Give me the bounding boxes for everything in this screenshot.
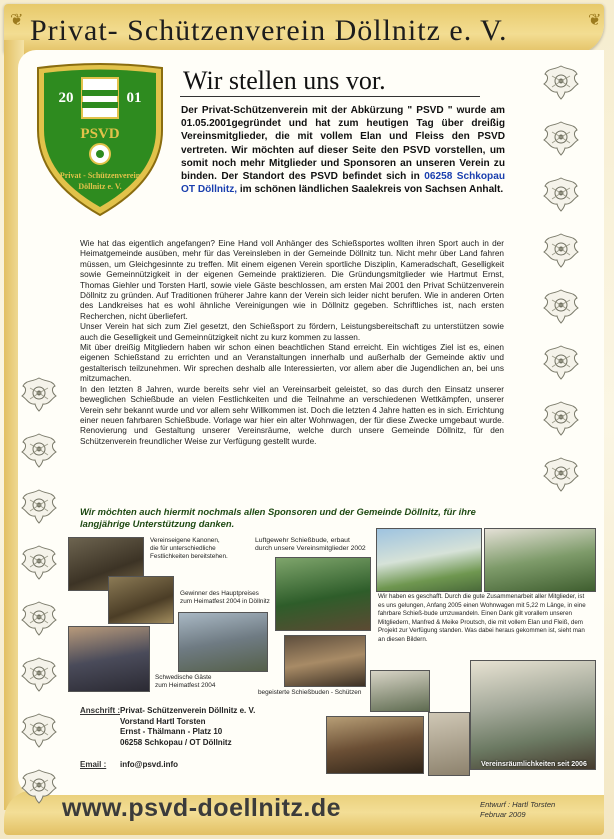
address-label: Anschrift : xyxy=(80,706,120,715)
intro-text-1: Der Privat-Schützenverein mit der Abkürzung " PSVD " wurde am 01.05.2001gegründet und hat zum heutigen Tag über dreißig Vereinsmitglieder, die mit vollem Elan und Fleiss den PSVD vertreten. Wir möchten auf dieser Seite den PSVD vorstellen, um somit noch mehr Mitglieder und Sponsoren an unseren Verein zu binden. Der Standort des PSVD befindet sich in xyxy=(181,105,505,183)
page-title: Privat- Schützenverein Döllnitz e. V. xyxy=(30,14,508,47)
thanks-text: Wir möchten auch hiermit nochmals allen Sponsoren und der Gemeinde Döllnitz, für ihre langjährige Unterstützung danken. xyxy=(80,506,476,529)
heading-divider xyxy=(180,96,480,97)
intro-location: 06258 Schkopau OT Döllnitz, xyxy=(181,171,506,196)
oak-leaf-ornament-icon xyxy=(540,342,582,382)
photo-trailer-outside xyxy=(376,528,482,592)
history-paragraph-1: Wie hat das eigentlich angefangen? Eine Hand voll Anhänger des Schießsportes wollten ihren Sport auch in der Heimatgemeinde ausüben, mehr für das Vereinsleben in der Gemeinde Döllnitz tun. Nicht mehr über Land fahren müssen, um Gleichgesinnte zu treffen. Mit einem eigenen Verein sportliche Disziplin, Kameradschaft, Geselligkeit sowie Gemeinnützigkeit in der eigenen Gemeinde praktizieren. Die Gründungsmitglieder wie Hartmut Ernst, Thomas Giehler und Torsten Hartl, sowie viele Gäste beschlossen, am ersten Mai 2001 den Privat Schützenverein Döllnitz zu gründen. Auf Traditionen früherer Jahre kann der Verein sich leider nicht berufen. Wie in anderen Orten des Landkreises hat es wohl ähnliche Vereinigungen wie in Döllnitz gegeben. Schriftliches ist, nach ersten Recherchen, nicht überliefert. xyxy=(80,239,504,321)
photo-swedish-guests xyxy=(68,626,150,692)
email-block xyxy=(80,760,178,769)
photo-happy-shooters xyxy=(284,635,366,687)
intro-paragraph xyxy=(181,104,505,196)
photo-cannon-2 xyxy=(108,576,174,624)
ornament-column-left xyxy=(18,374,64,822)
oak-leaf-ornament-icon xyxy=(18,710,60,750)
caption-begeistert: begeisterte Schießbuden - Schützen xyxy=(258,689,362,696)
oak-leaf-ornament-icon xyxy=(18,766,60,806)
photo-trailer-side xyxy=(484,528,596,592)
address-line-1: Privat- Schützenverein Döllnitz e. V. xyxy=(120,706,256,715)
oak-leaf-ornament-icon xyxy=(18,654,60,694)
oak-leaf-ornament-icon xyxy=(18,598,60,638)
intro-text-2: im schönen ländlichen Saalekreis von Sachsen Anhalt. xyxy=(237,184,504,196)
logo-line1: Privat - Schützenverein xyxy=(59,171,141,180)
history-paragraph-4: In den letzten 8 Jahren, wurde bereits sehr viel an Vereinsarbeit geleistet, so das durch den Einsatz unserer beweglichen Schießbude an vielen Festlichkeiten und die Teilnahme an verschiedenen Wettkämpfen, unserer Verein sehr bekannt wurde und vor allem sehr Willkommen ist. Doch die letzten 4 Jahre hatten es in sich. Errichtung einer neuen fahrbaren Schießbude. Vorlage war hier ein alter Wohnwagen, der für diese Zwecke umgebaut wurde. Renovierung und Gestaltung unserer Vereinsräume, welche durch unsere Gemeinde Döllnitz, für den Schützenverein freundlicher Weise zur Verfügung gestellt wurde. xyxy=(80,384,504,446)
photo-car-winner xyxy=(178,612,268,672)
oak-leaf-ornament-icon xyxy=(18,374,60,414)
address-line-4: 06258 Schkopau / OT Döllnitz xyxy=(120,737,232,747)
caption-gewinner: Gewinner des Hauptpreises zum Heimatfest 2004 in Döllnitz xyxy=(180,590,270,605)
address-block xyxy=(80,706,255,748)
photo-room-1 xyxy=(370,670,430,712)
credit-date: Februar 2009 xyxy=(480,810,526,819)
intro-heading: Wir stellen uns vor. xyxy=(183,66,386,95)
logo-line2: Döllnitz e. V. xyxy=(78,182,122,191)
oak-leaf-ornament-icon xyxy=(540,62,582,102)
oak-leaf-ornament-icon xyxy=(540,230,582,270)
photo-room-3 xyxy=(428,712,470,776)
crest-icon xyxy=(82,78,118,118)
oak-leaf-ornament-icon xyxy=(18,486,60,526)
photo-room-2 xyxy=(326,716,424,774)
logo-abbr: PSVD xyxy=(80,126,120,142)
design-credit xyxy=(480,800,555,820)
caption-schwedisch: Schwedische Gäste zum Heimatfest 2004 xyxy=(155,674,216,689)
email-label: Email : xyxy=(80,760,107,769)
history-paragraph-3: Mit über dreißig Mitgliedern haben wir schon einen beachtlichen Stand erreicht. Ein wichtiges Ziel ist es, einen eigenen Schießstand zu errichten und an Veranstaltungen innerhalb und außerhalb der Gemeinde aktiv und gestalterisch teilzunehmen. Wir sprechen deshalb alle Interessierten, vor allem aber die Jugendlichen an, bei uns mitzumachen. xyxy=(80,343,504,384)
corner-ornament-icon: ❦ xyxy=(10,12,24,29)
caption-luftgewehr: Luftgewehr Schießbude, erbaut durch unsere Vereinsmitglieder 2002 xyxy=(255,537,366,552)
oak-leaf-ornament-icon xyxy=(18,430,60,470)
history-paragraph-2: Unser Verein hat sich zum Ziel gesetzt, den Schießsport zu fördern, Leistungsbereitschaft zu unterstützen sowie auch die Geselligkeit und Gemeinnützigkeit nicht zu kurz kommen zu lassen. xyxy=(80,322,504,342)
logo-year-left: 20 xyxy=(58,90,74,106)
oak-leaf-ornament-icon xyxy=(540,286,582,326)
address-line-3: Ernst - Thälmann - Platz 10 xyxy=(120,727,223,737)
credit-author: Entwurf : Hartl Torsten xyxy=(480,800,556,809)
address-line-2: Vorstand Hartl Torsten xyxy=(120,716,206,726)
oak-leaf-ornament-icon xyxy=(540,454,582,494)
oak-leaf-ornament-icon xyxy=(540,174,582,214)
photo-shooting-booth xyxy=(275,557,371,631)
oak-leaf-ornament-icon xyxy=(18,542,60,582)
corner-ornament-icon: ❦ xyxy=(588,12,602,29)
caption-kanonen: Vereinseigene Kanonen, die für unterschiedliche Festlichkeiten bereitstehen. xyxy=(150,537,228,560)
website-url[interactable]: www.psvd-doellnitz.de xyxy=(62,794,342,822)
club-logo xyxy=(30,60,170,220)
photo-clubroom xyxy=(470,660,596,770)
oak-leaf-ornament-icon xyxy=(540,398,582,438)
trailer-note: Wir haben es geschafft. Durch die gute Zusammenarbeit aller Mitglieder, ist es uns gelungen, Anfang 2005 einen Wohnwagen mit 5,22 m Länge, in eine fahrbare Schieß-bude umzuwandeln. Einen Dank gilt vorallem unseren Mitgliedern, Manfred & Meike Proutsch, die mit vollem Elan und Fleiß, dem Projekt zur Verfügung standen. Was dabei heraus gekommen ist, sieht man an diesen Bildern. xyxy=(378,593,586,643)
ornament-column-right xyxy=(540,62,586,510)
email-link[interactable]: info@psvd.info xyxy=(120,760,179,769)
logo-year-right: 01 xyxy=(126,90,142,106)
history-text xyxy=(80,239,504,447)
caption-vereinsraum: Vereinsräumlichkeiten seit 2006 xyxy=(481,761,587,768)
oak-leaf-ornament-icon xyxy=(540,118,582,158)
